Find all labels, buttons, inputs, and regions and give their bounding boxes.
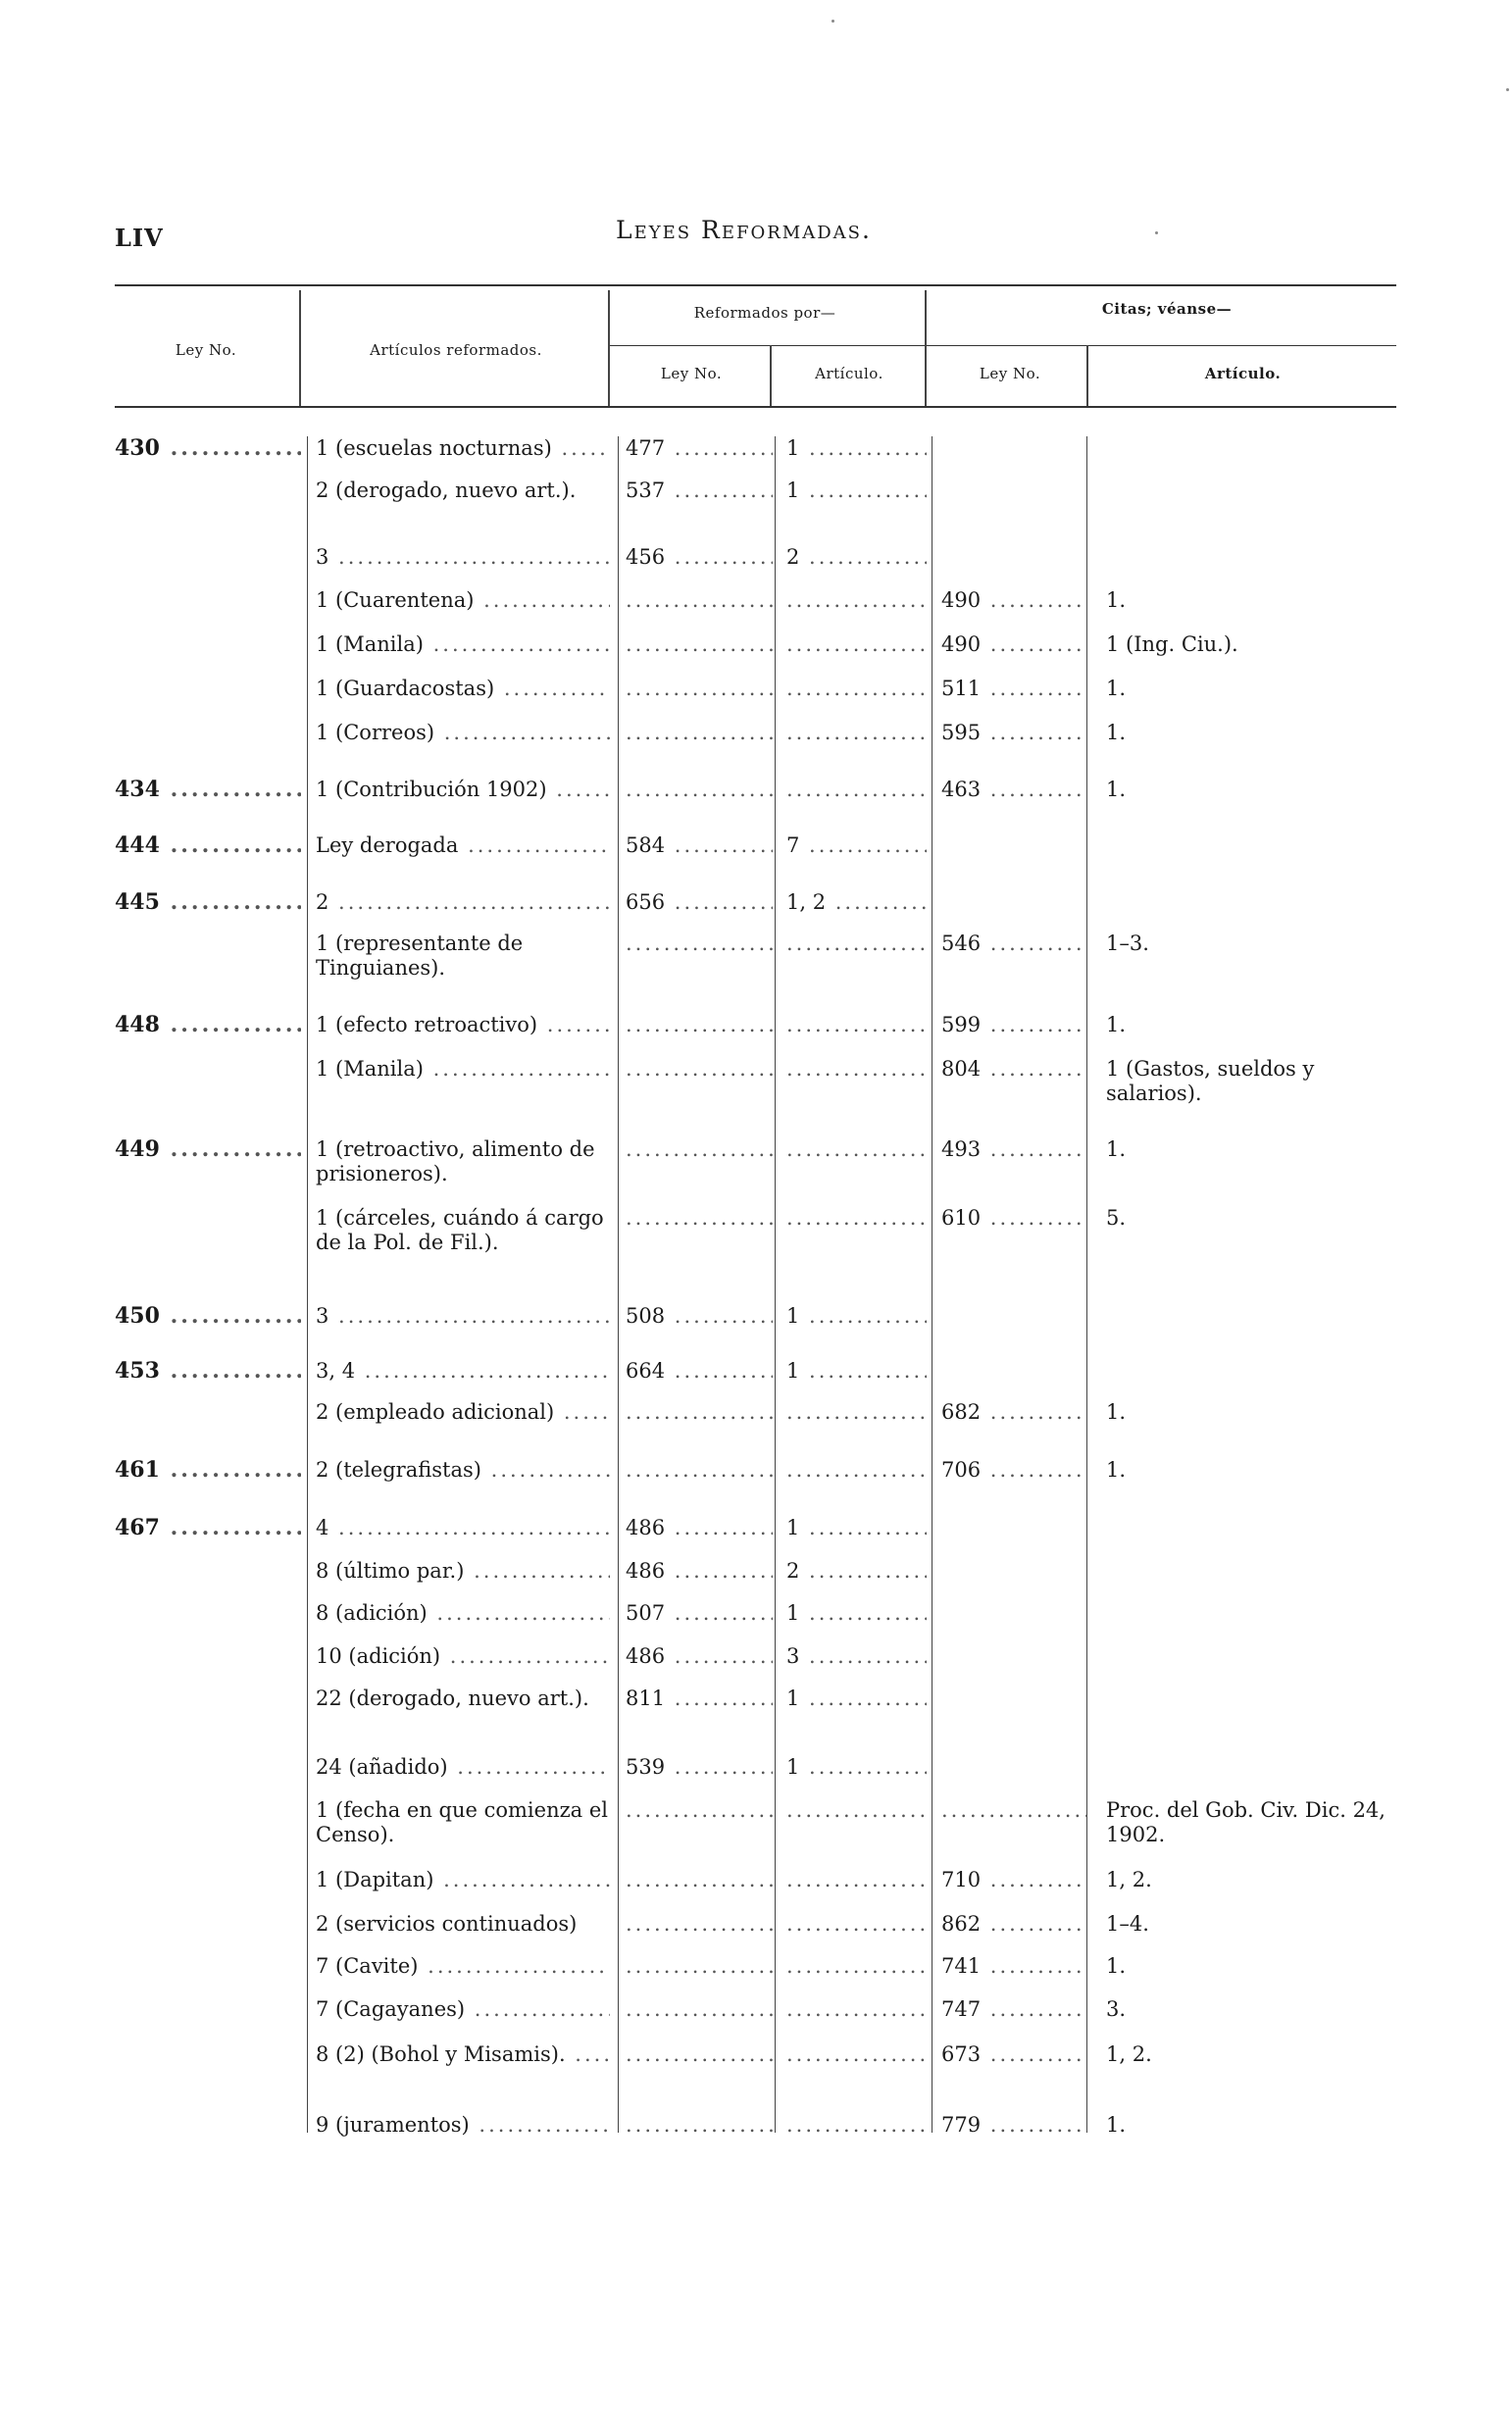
subheader-rule	[608, 345, 1396, 346]
cell-article: 2 (servicios continuados)	[316, 1912, 578, 1936]
cell-cit-ley: 706 .....	[941, 1458, 1086, 1483]
cell-cit-art: 1.	[1106, 1137, 1127, 1161]
cell-cit-art: 1.	[1106, 1458, 1127, 1482]
page-number: LIV	[115, 224, 164, 252]
cell-ref-ley	[626, 632, 773, 657]
cell-cit-art: 1 (Gastos, sueldos y salarios).	[1106, 1057, 1315, 1105]
cell-ref-art: 7 .....	[786, 833, 927, 858]
law-number: 444 .....	[115, 833, 301, 858]
cell-ref-ley	[626, 721, 773, 745]
cell-cit-art: 1.	[1106, 677, 1127, 700]
cell-ref-art	[786, 1013, 927, 1037]
col-divider-3	[770, 345, 772, 406]
cell-cit-ley: 804 .....	[941, 1057, 1086, 1082]
cell-article: 1 (efecto retroactivo) .....	[316, 1013, 610, 1037]
cell-ref-art	[786, 2042, 927, 2067]
cell-article: 2 (telegrafistas) .....	[316, 1458, 610, 1483]
cell-ref-ley: 664 .....	[626, 1359, 773, 1384]
cell-article: 3, 4 .....	[316, 1359, 610, 1384]
cell-ref-art	[786, 677, 927, 701]
cell-ref-art: 1 .....	[786, 1516, 927, 1540]
cell-article: 1 (Manila) .....	[316, 632, 610, 657]
cell-cit-ley: 779 .....	[941, 2113, 1086, 2138]
cell-article: 7 (Cavite) .....	[316, 1954, 610, 1979]
cell-ref-ley	[626, 1057, 773, 1082]
cell-ref-art	[786, 1954, 927, 1979]
law-number: 450 .....	[115, 1304, 301, 1329]
cell-ref-ley	[626, 1137, 773, 1162]
law-number: 449 .....	[115, 1137, 301, 1162]
cell-article: 1 (cárceles, cuándo á cargo de la Pol. de Fil.).	[316, 1206, 604, 1254]
cell-article: 8 (adición) .....	[316, 1601, 610, 1626]
body-divider-3	[775, 436, 776, 2133]
cell-ref-art	[786, 1400, 927, 1425]
law-number: 445 .....	[115, 890, 301, 915]
header-top-rule	[115, 284, 1396, 286]
cell-ref-ley	[626, 2042, 773, 2067]
cell-cit-art: 1.	[1106, 1400, 1127, 1424]
col-header-articulos: Artículos reformados.	[370, 341, 542, 359]
cell-cit-ley: 599 .....	[941, 1013, 1086, 1037]
cell-article: 1 (fecha en que comienza el Censo).	[316, 1798, 608, 1846]
cell-ref-art	[786, 1206, 927, 1231]
cell-article: 4 .....	[316, 1516, 610, 1540]
col-divider-5	[1086, 345, 1088, 406]
cell-cit-ley: 610 .....	[941, 1206, 1086, 1231]
cell-ref-ley: 486 .....	[626, 1559, 773, 1584]
cell-ref-art	[786, 1137, 927, 1162]
cell-ref-ley: 477 .....	[626, 436, 773, 461]
cell-cit-art: 5.	[1106, 1206, 1127, 1230]
cell-ref-art: 2 .....	[786, 1559, 927, 1584]
cell-ref-ley	[626, 1798, 773, 1823]
cell-article: 7 (Cagayanes) .....	[316, 1997, 610, 2022]
cell-article: 1 (Dapitan) .....	[316, 1868, 610, 1892]
cell-ref-ley	[626, 1954, 773, 1979]
cell-ref-ley	[626, 1400, 773, 1425]
cell-article: 1 (Contribución 1902) .....	[316, 778, 610, 802]
cell-ref-ley: 584 .....	[626, 833, 773, 858]
cell-cit-ley: 463 .....	[941, 778, 1086, 802]
body-divider-5	[1086, 436, 1087, 2133]
cell-article: 24 (añadido) .....	[316, 1755, 610, 1780]
cell-cit-ley: 862 .....	[941, 1912, 1086, 1937]
cell-article: Ley derogada .....	[316, 833, 610, 858]
cell-cit-art: 1.	[1106, 1013, 1127, 1036]
cell-article: 1 (Manila) .....	[316, 1057, 610, 1082]
cell-ref-art: 3 .....	[786, 1644, 927, 1669]
cell-ref-art	[786, 1868, 927, 1892]
cell-cit-art: 1–3.	[1106, 932, 1149, 955]
cell-ref-ley: 508 .....	[626, 1304, 773, 1329]
cell-article: 3 .....	[316, 1304, 610, 1329]
cell-cit-ley: 595 .....	[941, 721, 1086, 745]
page-title: Leyes Reformadas.	[616, 216, 872, 244]
cell-cit-art: 1.	[1106, 1954, 1127, 1978]
col-header-ley-no: Ley No.	[175, 341, 237, 359]
cell-ref-ley: 811 .....	[626, 1687, 773, 1711]
cell-article: 3 .....	[316, 545, 610, 570]
cell-ref-art: 1 .....	[786, 1304, 927, 1329]
cell-cit-art: 1 (Ing. Ciu.).	[1106, 632, 1238, 656]
cell-ref-ley	[626, 1013, 773, 1037]
cell-ref-art: 1 .....	[786, 1755, 927, 1780]
cell-article: 1 (Guardacostas) .....	[316, 677, 610, 701]
cell-ref-art: 1 .....	[786, 1687, 927, 1711]
cell-article: 10 (adición) .....	[316, 1644, 610, 1669]
cell-cit-art: Proc. del Gob. Civ. Dic. 24, 1902.	[1106, 1798, 1386, 1846]
cell-ref-ley: 456 .....	[626, 545, 773, 570]
cell-cit-ley: 741 .....	[941, 1954, 1086, 1979]
cell-ref-ley: 537 .....	[626, 479, 773, 503]
cell-cit-art: 1.	[1106, 778, 1127, 801]
col-header-ref-articulo: Artículo.	[815, 365, 883, 382]
law-number: 448 .....	[115, 1013, 301, 1037]
cell-ref-ley	[626, 1912, 773, 1937]
law-number: 467 .....	[115, 1516, 301, 1540]
cell-ref-ley: 486 .....	[626, 1516, 773, 1540]
cell-ref-ley: 656 .....	[626, 890, 773, 915]
cell-ref-art	[786, 1458, 927, 1483]
cell-cit-art: 1.	[1106, 2113, 1127, 2137]
cell-ref-ley	[626, 1997, 773, 2022]
cell-article: 1 (escuelas nocturnas) .....	[316, 436, 610, 461]
cell-article: 1 (Cuarentena) .....	[316, 588, 610, 613]
cell-ref-art	[786, 1057, 927, 1082]
cell-cit-ley: 682 .....	[941, 1400, 1086, 1425]
col-header-cit-articulo: Artículo.	[1204, 365, 1282, 382]
cell-article: 1 (representante de Tinguianes).	[316, 932, 524, 980]
law-number: 461 .....	[115, 1458, 301, 1483]
cell-ref-ley	[626, 1458, 773, 1483]
cell-ref-art: 1 .....	[786, 479, 927, 503]
cell-cit-ley	[941, 1798, 1086, 1823]
cell-ref-ley: 486 .....	[626, 1644, 773, 1669]
cell-ref-ley	[626, 1206, 773, 1231]
law-number: 453 .....	[115, 1359, 301, 1384]
cell-ref-art	[786, 778, 927, 802]
cell-article: 2 .....	[316, 890, 610, 915]
cell-cit-art: 1.	[1106, 721, 1127, 744]
cell-cit-art: 1–4.	[1106, 1912, 1149, 1936]
cell-cit-ley: 710 .....	[941, 1868, 1086, 1892]
cell-cit-ley: 546 .....	[941, 932, 1086, 956]
cell-ref-ley	[626, 2113, 773, 2138]
cell-cit-art: 1.	[1106, 588, 1127, 612]
col-header-ref-ley: Ley No.	[660, 365, 723, 382]
cell-cit-ley: 490 .....	[941, 588, 1086, 613]
cell-article: 22 (derogado, nuevo art.).	[316, 1687, 589, 1710]
header-bottom-rule	[115, 406, 1396, 408]
cell-cit-ley: 511 .....	[941, 677, 1086, 701]
cell-cit-ley: 490 .....	[941, 632, 1086, 657]
cell-cit-ley: 493 .....	[941, 1137, 1086, 1162]
law-number: 434 .....	[115, 778, 301, 802]
cell-ref-ley	[626, 932, 773, 956]
cell-ref-ley	[626, 588, 773, 613]
cell-ref-art	[786, 632, 927, 657]
cell-ref-art	[786, 1912, 927, 1937]
col-header-cit-ley: Ley No.	[979, 365, 1041, 382]
col-header-citas: Citas; véanse—	[1101, 300, 1233, 318]
cell-ref-ley	[626, 1868, 773, 1892]
cell-ref-ley	[626, 778, 773, 802]
cell-article: 8 (último par.) .....	[316, 1559, 610, 1584]
cell-ref-art	[786, 932, 927, 956]
cell-cit-ley: 673 .....	[941, 2042, 1086, 2067]
cell-article: 8 (2) (Bohol y Misamis). .....	[316, 2042, 610, 2067]
cell-cit-art: 3.	[1106, 1997, 1127, 2021]
cell-ref-art	[786, 721, 927, 745]
cell-cit-art: 1, 2.	[1106, 2042, 1152, 2066]
col-divider-2	[608, 290, 610, 406]
col-header-reformados-por: Reformados por—	[693, 304, 836, 322]
cell-ref-art: 1 .....	[786, 1359, 927, 1384]
scan-speck	[832, 20, 834, 23]
law-number: 430 .....	[115, 436, 301, 461]
cell-ref-art	[786, 1798, 927, 1823]
cell-ref-art: 1 .....	[786, 1601, 927, 1626]
cell-ref-ley	[626, 677, 773, 701]
cell-cit-art: 1, 2.	[1106, 1868, 1152, 1891]
cell-article: 1 (Correos) .....	[316, 721, 610, 745]
cell-ref-ley: 507 .....	[626, 1601, 773, 1626]
col-divider-4	[925, 290, 927, 406]
cell-ref-art	[786, 588, 927, 613]
body-divider-2	[618, 436, 619, 2133]
cell-article: 1 (retroactivo, alimento de prisioneros).	[316, 1137, 595, 1185]
cell-cit-ley: 747 .....	[941, 1997, 1086, 2022]
col-divider-1	[299, 290, 301, 406]
cell-article: 2 (derogado, nuevo art.).	[316, 479, 577, 502]
scan-speck	[1506, 88, 1509, 91]
scan-speck	[1155, 231, 1158, 234]
cell-ref-art	[786, 1997, 927, 2022]
cell-ref-art: 1, 2 .....	[786, 890, 927, 915]
cell-article: 9 (juramentos) .....	[316, 2113, 610, 2138]
cell-ref-art	[786, 2113, 927, 2138]
body-divider-1	[307, 436, 308, 2133]
cell-ref-ley: 539 .....	[626, 1755, 773, 1780]
cell-ref-art: 2 .....	[786, 545, 927, 570]
cell-article: 2 (empleado adicional) .....	[316, 1400, 610, 1425]
cell-ref-art: 1 .....	[786, 436, 927, 461]
